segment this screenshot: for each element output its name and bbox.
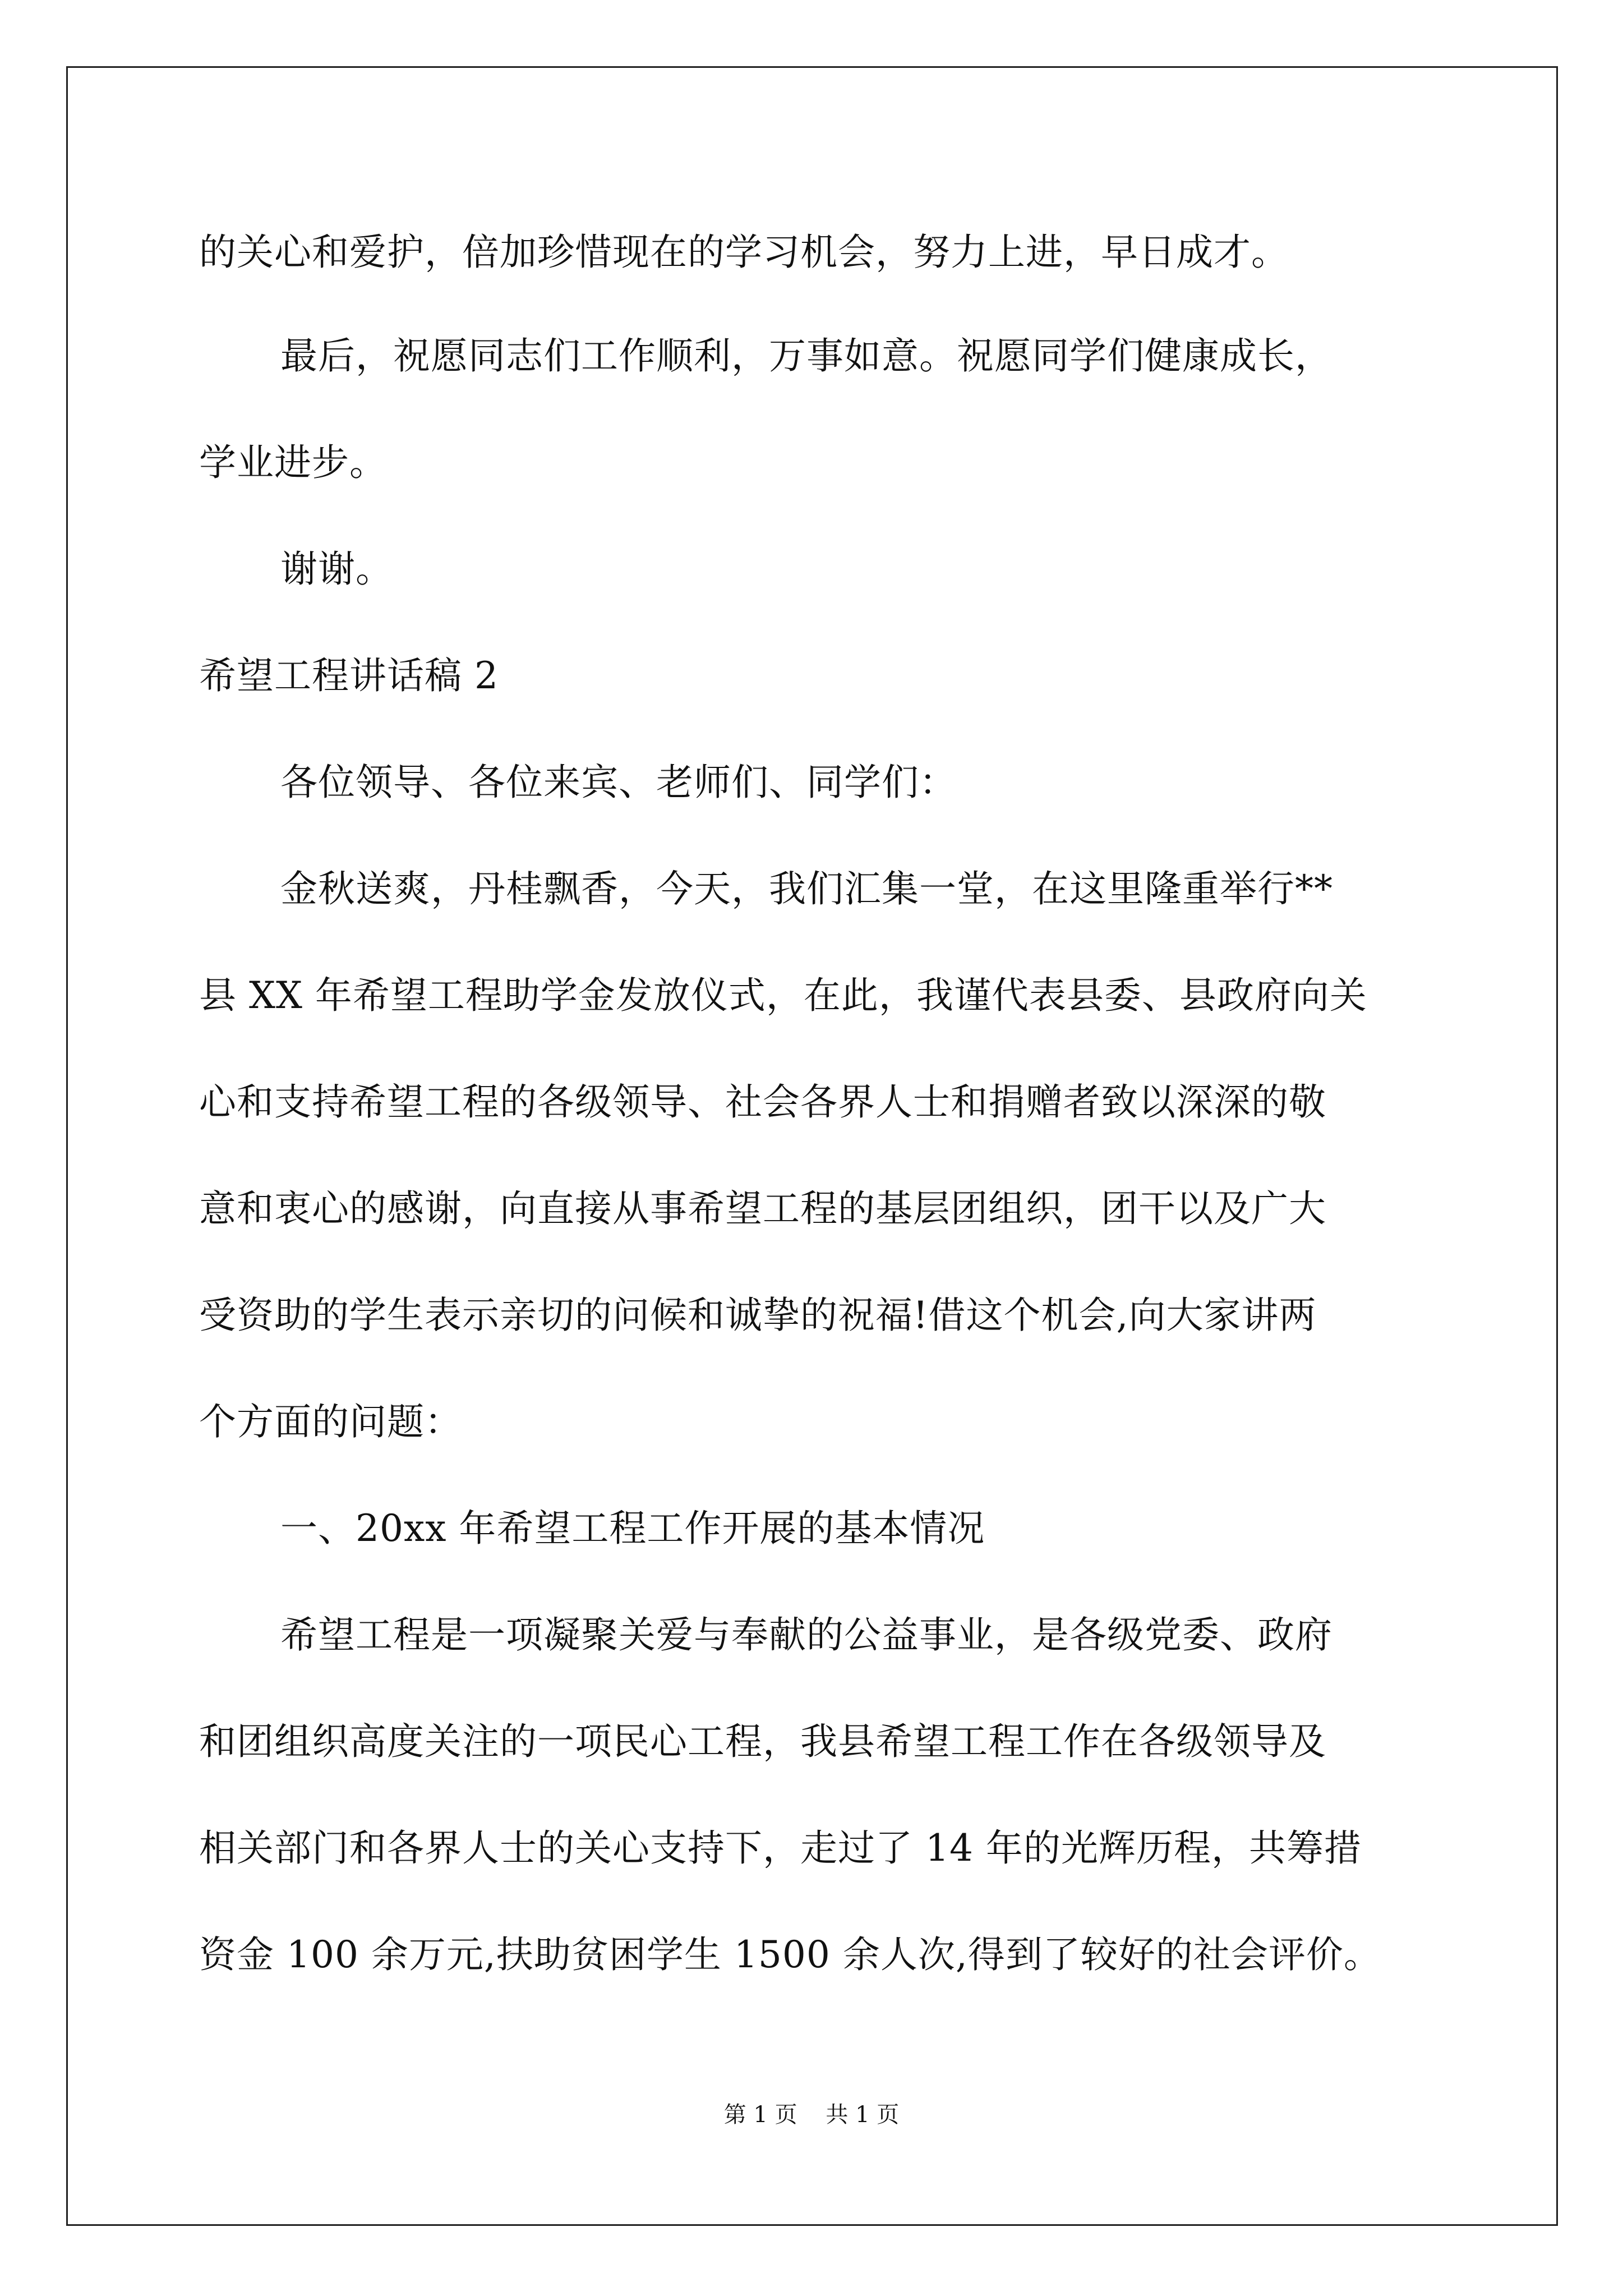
salutation-line: 各位领导、各位来宾、老师们、同学们：	[280, 761, 957, 804]
body-text-line: 谢谢。	[280, 547, 393, 591]
body-text-line: 金秋送爽，丹桂飘香，今天，我们汇集一堂，在这里隆重举行**	[280, 867, 1333, 910]
body-text-line: 最后，祝愿同志们工作顺利，万事如意。祝愿同学们健康成长，	[280, 334, 1332, 378]
body-text-line: 资金 100 余万元,扶助贫困学生 1500 余人次,得到了较好的社会评价。	[199, 1933, 1381, 1976]
body-text-line: 和团组织高度关注的一项民心工程，我县希望工程工作在各级领导及	[199, 1720, 1326, 1763]
body-text-line: 意和衷心的感谢，向直接从事希望工程的基层团组织，团干以及广大	[199, 1187, 1326, 1230]
section-title: 希望工程讲话稿 2	[199, 654, 499, 697]
body-text-line: 的关心和爱护，倍加珍惜现在的学习机会，努力上进，早日成才。	[199, 231, 1289, 274]
page-footer: 第 1 页 共 1 页	[723, 2102, 900, 2128]
body-text-line: 学业进步。	[199, 441, 387, 484]
body-text-line: 个方面的问题：	[199, 1400, 462, 1443]
subheading-line: 一、20xx 年希望工程工作开展的基本情况	[280, 1507, 985, 1550]
body-text-line: 心和支持希望工程的各级领导、社会各界人士和捐赠者致以深深的敬	[199, 1080, 1326, 1124]
body-text-line: 县 XX 年希望工程助学金发放仪式，在此，我谨代表县委、县政府向关	[199, 974, 1367, 1017]
body-text-line: 受资助的学生表示亲切的问候和诚挚的祝福!借这个机会,向大家讲两	[199, 1294, 1317, 1337]
body-text-line: 相关部门和各界人士的关心支持下，走过了 14 年的光辉历程，共筹措	[199, 1826, 1362, 1870]
body-text-line: 希望工程是一项凝聚关爱与奉献的公益事业，是各级党委、政府	[280, 1613, 1332, 1657]
page-border	[66, 66, 1558, 2226]
